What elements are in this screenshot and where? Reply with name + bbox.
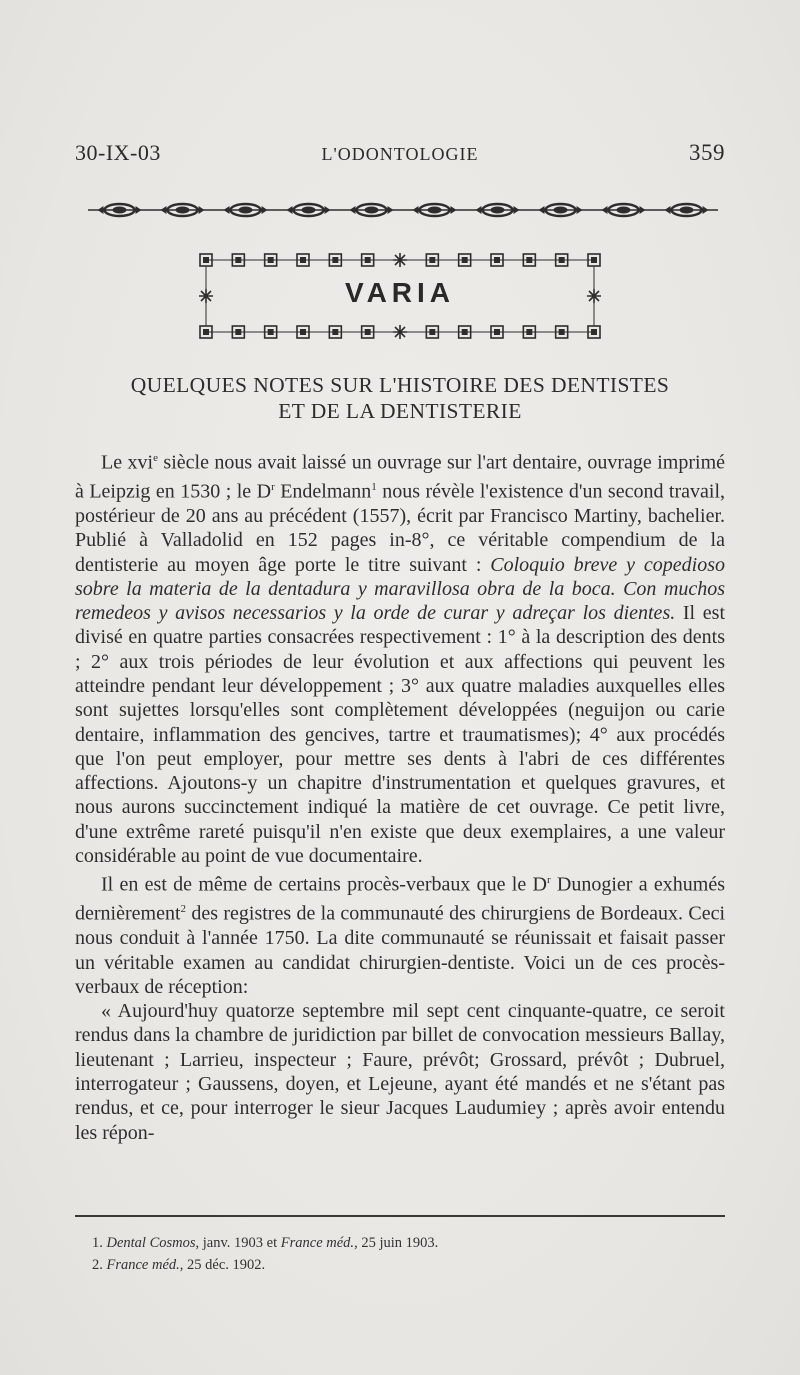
article-title-line-2: ET DE LA DENTISTERIE	[278, 399, 522, 423]
footnote-text: , 25 juin 1903.	[354, 1235, 439, 1251]
ornamental-band	[88, 198, 718, 222]
text-span: siècle nous avait laissé un ouvrage sur l'art dentaire, ouvrage imprimé à Leipzig en 1530 ; le D	[75, 451, 726, 503]
header-journal-title: L'ODONTOLOGIE	[321, 144, 479, 164]
paragraph-2	[75, 868, 725, 999]
footnote-ref-1: 1	[371, 480, 377, 493]
footnote-1	[92, 1232, 722, 1254]
varia-frame	[198, 248, 602, 343]
footnote-italic: Dental Cosmos	[106, 1235, 196, 1251]
footnote-number: 2.	[92, 1257, 103, 1273]
footnote-italic: France méd.	[280, 1235, 355, 1251]
paragraph-1	[75, 446, 725, 868]
article-title	[70, 372, 730, 424]
superscript: r	[271, 480, 275, 493]
footnote-ref-2: 2	[180, 903, 186, 916]
footnotes	[92, 1232, 722, 1276]
section-title: VARIA	[344, 277, 456, 308]
paragraph-3: « Aujourd'huy quatorze septembre mil sept cent cinquante-quatre, ce seroit rendus dans la chambre de juridiction par billet de convocation messieurs Ballay, lieutenant ; Larrieu, inspecteur ; Faure, prévôt; Grossard, prévôt ; Dubruel, interrogateur ; Gaussens, doyen, et Lejeune, ayant été mandés et ne s'étant pas rendus, et ce, pour interroger le sieur Jacques Laudumiey ; après avoir entendu les répon-	[75, 1000, 725, 1144]
footnote-text: , 25 déc. 1902.	[179, 1257, 266, 1273]
article-body	[75, 446, 725, 1145]
footnote-divider	[75, 1215, 725, 1217]
ornament-chain-icon	[88, 198, 718, 222]
footnote-text: , janv. 1903 et	[195, 1235, 281, 1251]
running-header	[75, 140, 725, 174]
footnote-number: 1.	[92, 1235, 103, 1251]
text-span: Dunogier a exhumés dernièrement	[75, 874, 725, 925]
text-span: Il en est de même de certains procès-verbaux que le D	[101, 874, 547, 897]
text-span: Le xvi	[101, 451, 154, 474]
text-span: Il est divisé en quatre parties consacrées respectivement : 1° à la description des dents ; 2° aux trois périodes de leur évolution et aux affections qui peuvent les atteindre pendant leur développement ; 3° aux quatre maladies auxquelles elles sont sujettes lorsqu'elles sont complètement développées (neguijon ou carie dentaire, inflammation des gencives, tartre et traumatismes); 4° aux procédés que l'on peut employer, pour mettre ses dents à l'abri de ces différentes affections. Ajoutons-y un chapitre d'instrumentation et quelques gravures, et nous aurons succinctement indiqué la matière de cet ouvrage. Ce petit livre, d'une extrême rareté puisqu'il n'en existe que deux exemplaires, a une valeur considérable au point de vue documentaire.	[75, 602, 726, 868]
footnote-2	[92, 1254, 722, 1276]
header-date: 30-IX-03	[75, 140, 161, 165]
footnote-italic: France méd.	[106, 1257, 180, 1273]
book-title-italic: Coloquio breve y copedioso sobre la materia de la dentadura y maravillosa obra de la boca. Con muchos remedeos y avisos necessarios y la orde de curar y adreçar los dientes.	[75, 553, 725, 625]
text-span: des registres de la communauté des chirurgiens de Bordeaux. Ceci nous conduit à l'année 1750. La dite communauté se réunissait et faisait passer un véritable examen au candidat chirurgien-dentiste. Voici un de ces procès-verbaux de réception:	[75, 902, 725, 998]
text-span: Endelmann	[274, 480, 372, 503]
text-span: nous révèle l'existence d'un second travail, postérieur de 20 ans au précédent (1557), écrit par Francisco Martiny, bachelier. Publié à Valladolid en 152 pages in-8°, ce véritable compendium de la dentisterie au moyen âge porte le titre suivant :	[75, 480, 726, 576]
superscript: e	[153, 452, 158, 464]
superscript: r	[546, 874, 551, 887]
page-number: 359	[689, 140, 725, 165]
article-title-line-1: QUELQUES NOTES SUR L'HISTOIRE DES DENTISTES	[130, 373, 670, 397]
